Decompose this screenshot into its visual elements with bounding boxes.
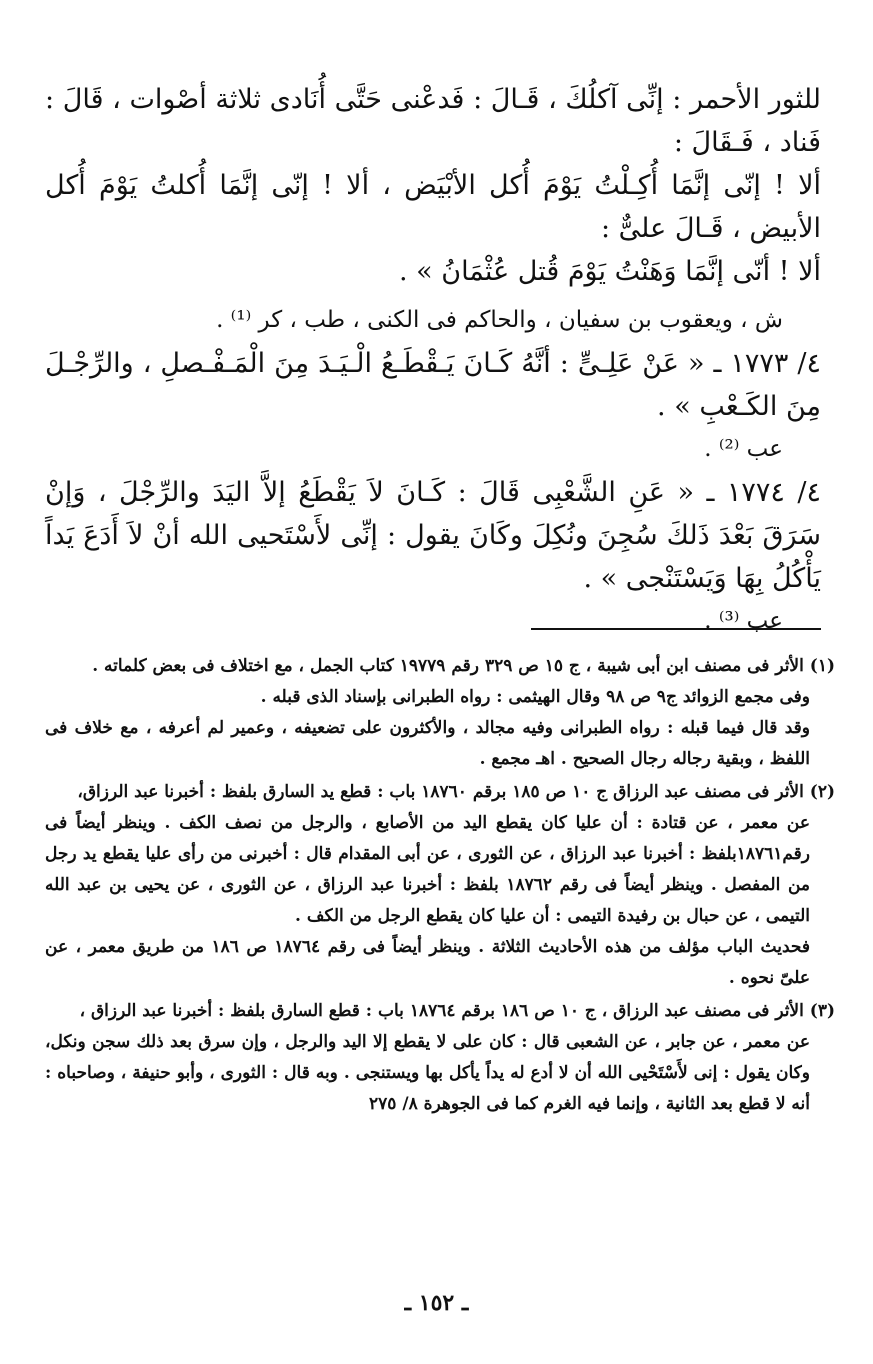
source-citation-2: عب ⁽²⁾ . xyxy=(704,436,783,462)
footnote-3-first: (٣) الأثر فى مصنف عبد الرزاق ، ج ١٠ ص ١٨٦ برقم ١٨٧٦٤ باب : قطع السارق بلفظ : أخبرنا عبد الرزاق ، xyxy=(79,1001,835,1021)
footnote-2 xyxy=(45,777,835,994)
footnote-1-cont-2: وقد قال فيما قبله : رواه الطبرانى وفيه مجالد ، والأكثرون على تضعيفه ، وعمير لم أعرفه ، مع خلاف فى اللفظ ، وبقية رجاله رجال الصحيح . اهـ مجمع . xyxy=(45,718,810,769)
footnote-2-cont-2: فحديث الباب مؤلف من هذه الأحاديث الثلاثة . وينظر أيضاً فى رقم ١٨٧٦٤ ص ١٨٦ من طريق معمر ، عن علىّ نحوه . xyxy=(45,937,811,988)
footnote-1-first: (١) الأثر فى مصنف ابن أبى شيبة ، ج ١٥ ص ٣٢٩ رقم ١٩٧٧٩ كتاب الجمل ، مع اختلاف فى بعض كلماته . xyxy=(92,656,835,676)
main-text xyxy=(45,78,821,643)
footnote-1-cont-1: وفى مجمع الزوائد ج٩ ص ٩٨ وقال الهيثمى : رواه الطبرانى بإسناد الذى قبله . xyxy=(260,687,810,707)
footnote-1 xyxy=(45,651,835,775)
text-line-2: ألا ! إنّى إنَّمَا أُكِـلْتُ يَوْمَ أُكل الأبْيَض ، ألا ! إنّى إنَّمَا أُكلتُ يَوْمَ أُكل الأبيض ، قَـالَ علىٌّ : xyxy=(45,170,821,244)
source-citation-1: ش ، ويعقوب بن سفيان ، والحاكم فى الكنى ، طب ، كر ⁽¹⁾ . xyxy=(216,307,783,333)
footnote-3-cont-1: عن معمر ، عن جابر ، عن الشعبى قال : كان على لا يقطع إلا اليد والرجل ، وإن سرق بعد ذلك سجن ونكل، وكان يقول : إنى لأَسْتَحْيى الله أن لا أدع له يداً يأكل بها ويستنجى . وبه قال : الثورى ، وأبو حنيفة ، وصاحباه : أنه لا قطع بعد الثانية ، وإنما فيه الغرم كما فى الجوهرة ٨/ ٢٧٥ xyxy=(45,1032,810,1114)
hadith-1773: ٤/ ١٧٧٣ ـ « عَنْ عَلِـىٍّ : أنَّهُ كَـانَ يَـقْطَـعُ الْـيَـدَ مِنَ الْمَـفْـصلِ ، والرِّجْـلَ مِنَ الكَـعْبِ » . xyxy=(45,348,821,422)
text-line-1: للثور الأحمر : إنِّى آكلُكَ ، قَـالَ : فَدعْنى حَتَّى أُنَادى ثلاثة أصْوات ، قَالَ : فَناد ، فَـقَالَ : xyxy=(45,84,821,158)
source-citation-3: عب ⁽³⁾ . xyxy=(704,608,783,634)
footnote-2-cont-1: عن معمر ، عن قتادة : أن عليا كان يقطع اليد من الأصابع ، والرجل من نصف الكف . وينظر أيضاً فى رقم١٨٧٦١بلفظ : أخبرنا عبد الرزاق ، عن الثورى ، عن أبى المقدام قال : أخبرنى من رأى عليا يقطع يد رجل من المفصل . وينظر أيضاً فى رقم ١٨٧٦٢ بلفظ : أخبرنا عبد الرزاق ، عن الثورى ، عن يحيى بن عبد الله التيمى ، عن حبال بن رفيدة التيمى : أن عليا كان يقطع الرجل من الكف . xyxy=(45,813,810,926)
text-line-3: ألا ! أنّى إنَّمَا وَهَنْتُ يَوْمَ قُتل عُثْمَانُ » . xyxy=(398,256,821,287)
footnote-3 xyxy=(45,996,835,1120)
page-number: ـ ١٥٢ ـ xyxy=(404,1290,469,1316)
footnote-divider xyxy=(531,628,821,630)
footnote-2-first: (٢) الأثر فى مصنف عبد الرزاق ج ١٠ ص ١٨٥ برقم ١٨٧٦٠ باب : قطع يد السارق بلفظ : أخبرنا عبد الرزاق، xyxy=(77,782,835,802)
footnotes xyxy=(45,651,835,1122)
hadith-1774: ٤/ ١٧٧٤ ـ « عَنِ الشَّعْبِى قَالَ : كَـانَ لاَ يَقْطَعُ إلاَّ اليَدَ والرِّجْلَ ، وَإنْ سَرَقَ بَعْدَ ذَلكَ سُجِنَ ونُكِلَ وكَانَ يقول : إنِّى لأَسْتَحيى الله أنْ لاَ أَدَعَ يَداً يَأْكُلُ بِهَا وَيَسْتَنْجى » . xyxy=(45,477,821,594)
